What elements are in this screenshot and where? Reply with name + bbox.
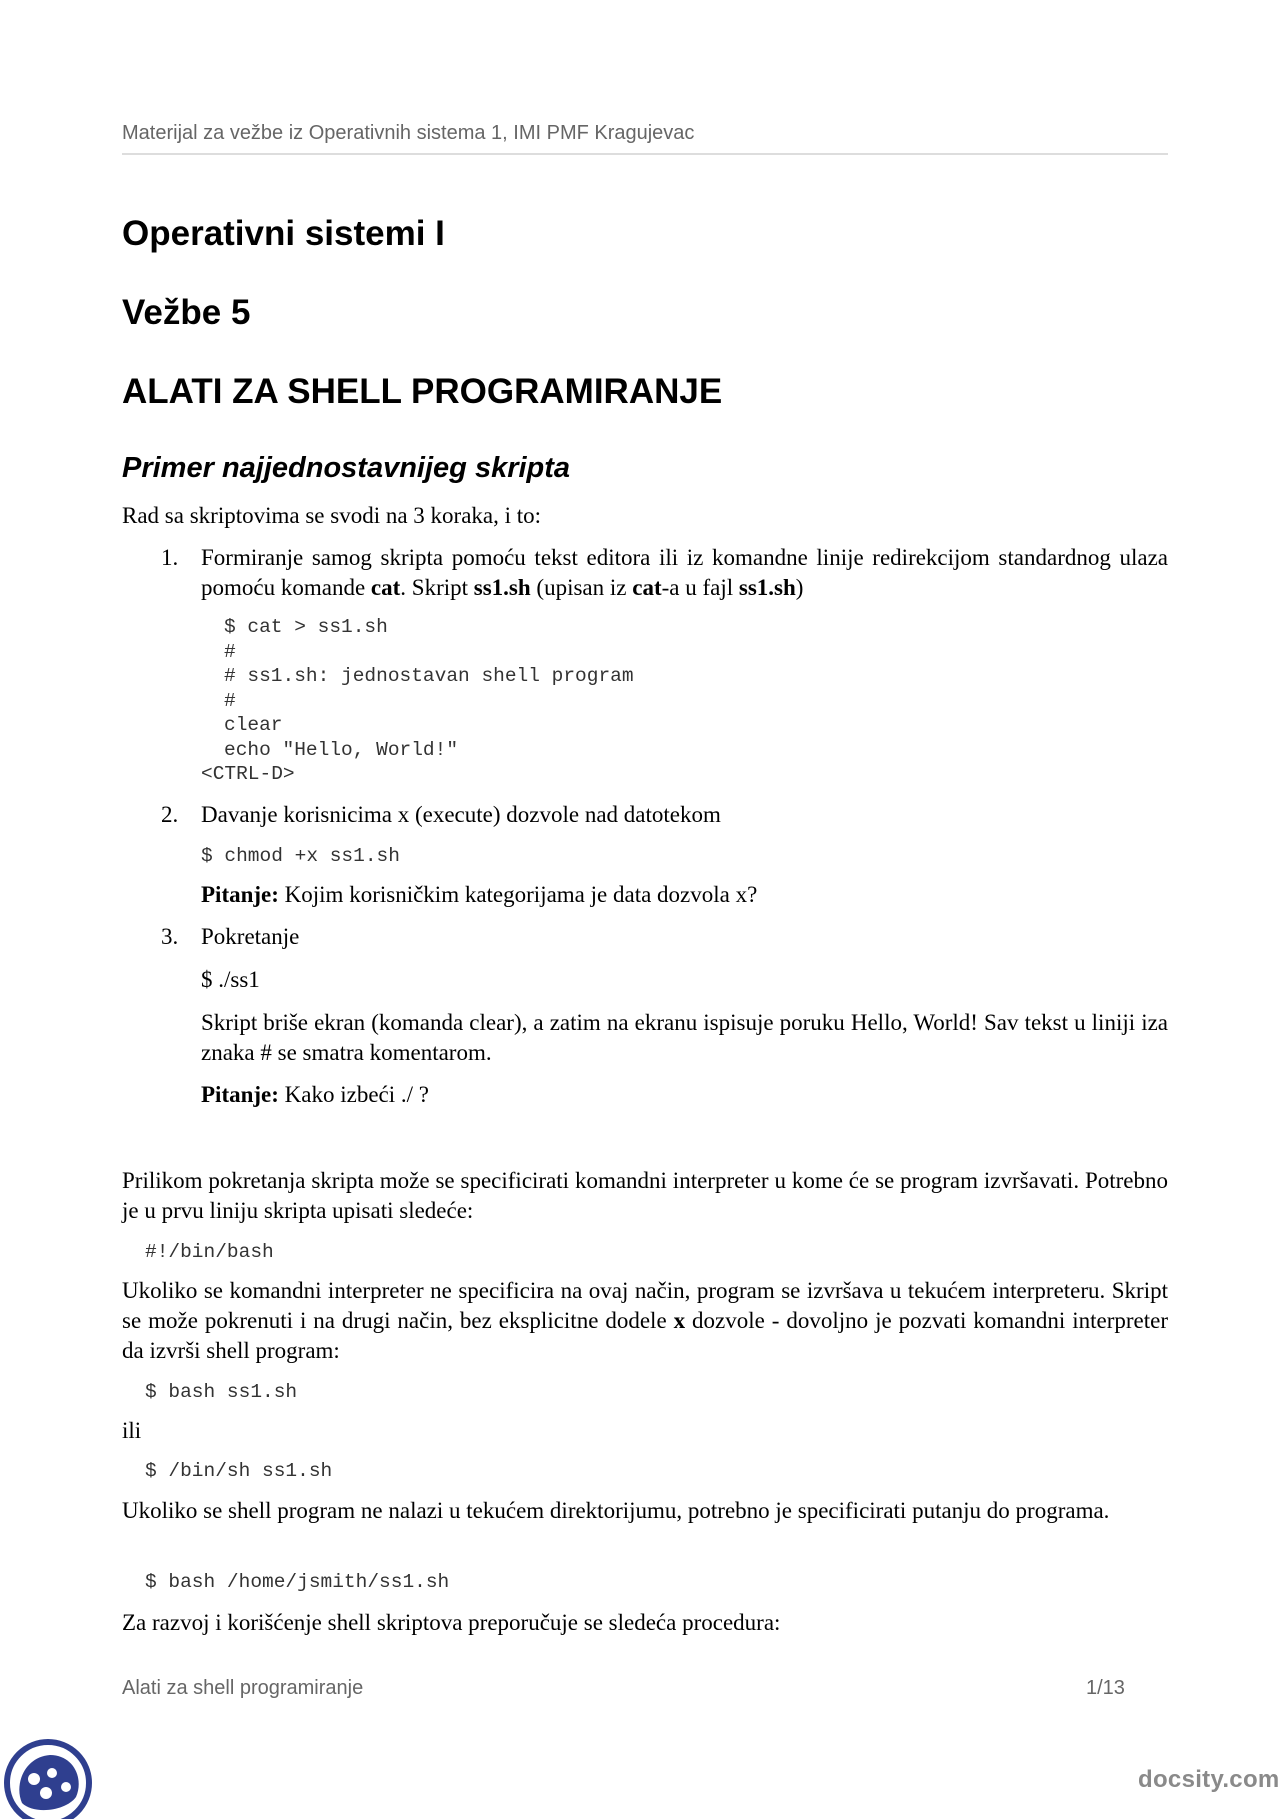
footer-title: Alati za shell programiranje <box>122 1677 364 1699</box>
page-header: Materijal za vežbe iz Operativnih sistema 1, IMI PMF Kragujevac <box>122 122 1168 155</box>
step-3-description: Skript briše ekran (komanda clear), a zatim na ekranu ispisuje poruku Hello, World! Sav tekst u liniji iza znaka # se smatra komentarom. <box>201 1010 1168 1065</box>
step-3-number: 3. <box>161 924 179 949</box>
step-3-command: $ ./ss1 <box>201 967 260 992</box>
step-1-text <box>201 543 1168 603</box>
step-3-question <box>201 1080 1168 1110</box>
step-1-code-end: <CTRL-D> <box>201 763 295 785</box>
section-title: Primer najjednostavnijeg skripta <box>122 452 571 484</box>
interpreter-paragraph: Prilikom pokretanja skripta može se specificirati komandni interpreter u kome će se program izvršavati. Potrebno je u prvu liniju skripta upisati sledeće: <box>122 1168 1168 1223</box>
path-paragraph: Ukoliko se shell program ne nalazi u tekućem direktorijumu, potrebno je specificirati putanju do programa. <box>122 1498 1110 1523</box>
step-2-number: 2. <box>161 802 179 827</box>
x-permission: x <box>673 1308 686 1333</box>
question-text: Kojim korisničkim kategorijama je data dozvola x? <box>278 882 758 907</box>
docsity-logo-icon[interactable] <box>0 1733 96 1819</box>
procedure-paragraph: Za razvoj i korišćenje shell skriptova preporučuje se sledeća procedura: <box>122 1610 781 1635</box>
question-text-2: Kako izbeći ./ ? <box>278 1082 429 1107</box>
step-2-text: Davanje korisnicima x (execute) dozvole nad datotekom <box>201 802 721 827</box>
bash-code: $ bash ss1.sh <box>145 1381 298 1403</box>
step-1-number: 1. <box>161 545 179 570</box>
exercise-title: Vežbe 5 <box>122 293 251 332</box>
page-number: 1/13 <box>1086 1677 1125 1699</box>
or-text: ili <box>122 1418 142 1443</box>
step-2-code: $ chmod +x ss1.sh <box>201 845 400 867</box>
path-code: $ bash /home/jsmith/ss1.sh <box>145 1571 450 1593</box>
execution-paragraph <box>122 1276 1168 1366</box>
course-title: Operativni sistemi I <box>122 214 445 253</box>
question-label: Pitanje: <box>201 882 279 907</box>
shebang-code: #!/bin/bash <box>145 1241 274 1263</box>
topic-title: ALATI ZA SHELL PROGRAMIRANJE <box>122 372 723 411</box>
script-name-2: ss1.sh <box>738 575 796 600</box>
step-2-question <box>201 880 1168 910</box>
sh-code: $ /bin/sh ss1.sh <box>145 1460 333 1482</box>
execution-text-a: Ukoliko se komandni interpreter ne specificira na ovaj način, program se izvršava u tekućem interpreteru. Skript se može pokrenuti i na drugi način, bez eksplicitne dodele <box>122 1278 1168 1333</box>
intro-paragraph: Rad sa skriptovima se svodi na 3 koraka, i to: <box>122 503 542 528</box>
step-1-text-b: . Skript <box>400 575 474 600</box>
question-label-2: Pitanje: <box>201 1082 279 1107</box>
docsity-wordmark[interactable]: docsity.com <box>1138 1766 1280 1793</box>
step-3-text: Pokretanje <box>201 924 300 949</box>
cat-command: cat <box>370 575 401 600</box>
step-1-text-d: -a u fajl <box>661 575 739 600</box>
execution-text-c: dozvole - dovoljno je pozvati komandni interpreter da izvrši shell program: <box>122 1308 1168 1363</box>
step-1-text-c: (upisan iz <box>530 575 633 600</box>
step-1-text-e: ) <box>795 575 804 600</box>
step-1-code: $ cat > ss1.sh # # ss1.sh: jednostavan shell program # clear echo "Hello, World!" <box>224 616 634 761</box>
step-1-text-a: Formiranje samog skripta pomoću tekst editora ili iz komandne linije redirekcijom standardnog ulaza pomoću komande <box>201 545 1168 600</box>
script-name: ss1.sh <box>473 575 531 600</box>
cat-command-2: cat <box>632 575 662 600</box>
